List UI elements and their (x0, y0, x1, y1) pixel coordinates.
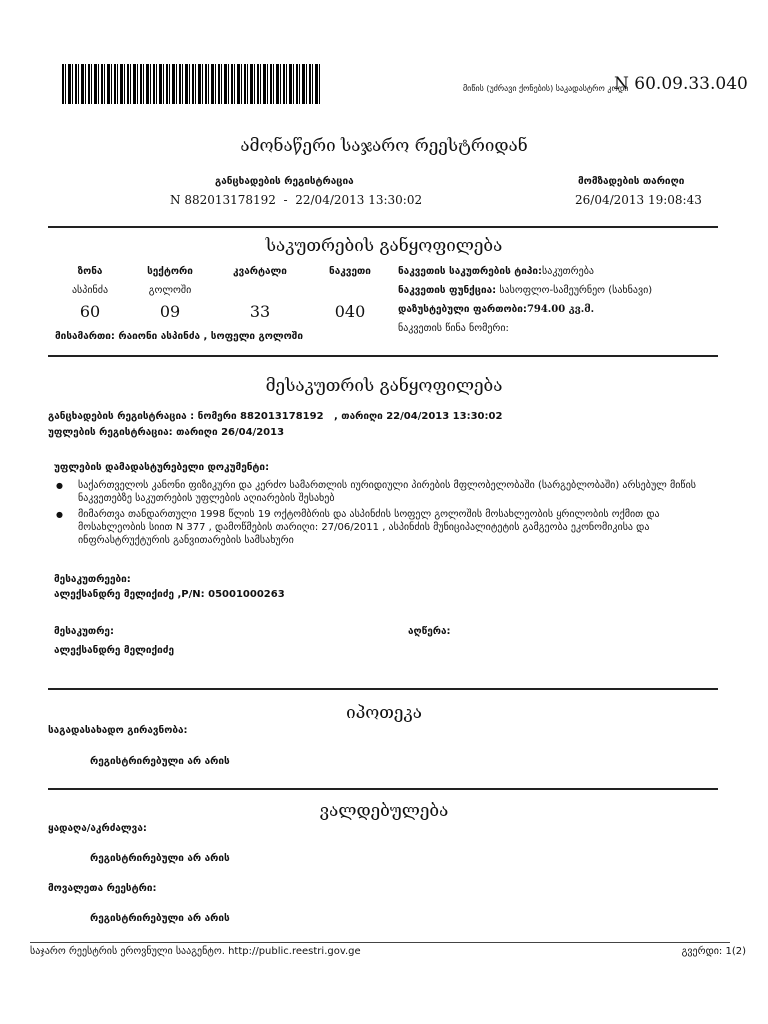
plot-area-value: 794.00 კვ.მ. (526, 304, 595, 315)
sector-num: 09 (159, 302, 181, 321)
ownership-type (398, 266, 594, 277)
reg-value: N 882013178192 - 22/04/2013 13:30:02 (170, 193, 423, 207)
plot-area-label: დაზუსტებული ფართობი: (398, 304, 527, 315)
divider (48, 688, 718, 690)
owner-value: ალექსანდრე მელიქიძე (54, 645, 174, 656)
debtor-registry-value: რეგისტრირებული არ არის (90, 913, 230, 924)
docs-label: უფლების დამადასტურებელი დოკუმენტი: (54, 462, 270, 473)
owners-value: ალექსანდრე მელიქიძე ,P/N: 05001000263 (54, 589, 285, 600)
document-title: ამონაწერი საჯარო რეესტრიდან (240, 136, 528, 156)
docs-list (48, 479, 728, 550)
tax-lien-label: საგადასახადო გირავნობა: (48, 725, 188, 736)
seizure-label: ყადაღა/აკრძალვა: (48, 823, 147, 834)
tax-lien-value: რეგისტრირებული არ არის (90, 756, 230, 767)
debtor-registry-label: მოვალეთა რეესტრი: (48, 883, 157, 894)
plot-num: 040 (334, 302, 366, 321)
owner-reg-line: განცხადების რეგისტრაცია : ნომერი 882013178192 , თარიღი 22/04/2013 13:30:02 (48, 411, 503, 422)
sector-name: გოლოში (148, 285, 192, 296)
footer-divider (30, 942, 730, 943)
prep-date-value: 26/04/2013 19:08:43 (575, 193, 702, 207)
right-reg-line: უფლების რეგისტრაცია: თარიღი 26/04/2013 (48, 427, 285, 438)
page-number: გვერდი: 1(2) (681, 946, 746, 957)
cadastral-code-label: მიწის (უძრავი ქონების) საკადასტრო კოდი (463, 84, 629, 93)
doc-item: ● მიმართვა თანდართული 1998 წლის 19 ოქტომბრის და ასპინძის სოფელ გოლოშის მოსახლეობის ყრილობის ოქმით და მოსახლეობის სიით N 377 , დამოწმების თარიღი: 27/06/2011 , ასპინძის მუნიციპალიტეტის გამგეობა ეკონომიკისა და ინფრასტრუქტურის განვითარების სამსახური (78, 508, 728, 547)
cadastral-code: N 60.09.33.040 (614, 74, 748, 94)
quarter-num: 33 (249, 302, 271, 321)
property-section-title: საკუთრების განყოფილება (265, 236, 503, 256)
ownership-type-value: საკუთრება (542, 266, 594, 277)
prep-date-label: მომზადების თარიღი (578, 176, 685, 187)
ownership-type-label: ნაკვეთის საკუთრების ტიპი: (398, 266, 543, 277)
zone-head: ზონა (77, 266, 103, 277)
description-label: აღწერა: (408, 626, 451, 637)
divider (48, 788, 718, 790)
owners-label: მესაკუთრეები: (54, 574, 131, 585)
plot-area (398, 304, 594, 315)
reg-label: განცხადების რეგისტრაცია (215, 176, 354, 187)
divider (48, 355, 718, 357)
owner-section-title: მესაკუთრის განყოფილება (265, 376, 503, 396)
footer-agency: საჯარო რეესტრის ეროვნული სააგენტო. http://public.reestri.gov.ge (30, 946, 361, 957)
plot-head: ნაკვეთი (329, 266, 371, 277)
plot-function-value: სასოფლო-სამეურნეო (სახნავი) (496, 285, 653, 296)
barcode (62, 64, 320, 104)
plot-function-label: ნაკვეთის ფუნქცია: (398, 285, 497, 296)
previous-number-label: ნაკვეთის წინა ნომერი: (398, 323, 509, 334)
sector-head: სექტორი (147, 266, 193, 277)
seizure-value: რეგისტრირებული არ არის (90, 853, 230, 864)
zone-name: ასპინძა (71, 285, 109, 296)
quarter-head: კვარტალი (233, 266, 287, 277)
address: მისამართი: რაიონი ასპინძა , სოფელი გოლოში (55, 331, 303, 342)
divider (48, 226, 718, 228)
plot-function (398, 285, 652, 296)
doc-item: ● საქართველოს კანონი ფიზიკური და კერძო სამართლის იურიდიული პირების მფლობელობაში (სარგებლობაში) არსებულ მიწის ნაკვეთებზე საკუთრების უფლების აღიარების შესახებ (78, 479, 728, 505)
obligation-section-title: ვალდებულება (319, 801, 449, 821)
zone-num: 60 (79, 302, 101, 321)
mortgage-section-title: იპოთეკა (346, 703, 422, 723)
owner-label: მესაკუთრე: (54, 626, 114, 637)
